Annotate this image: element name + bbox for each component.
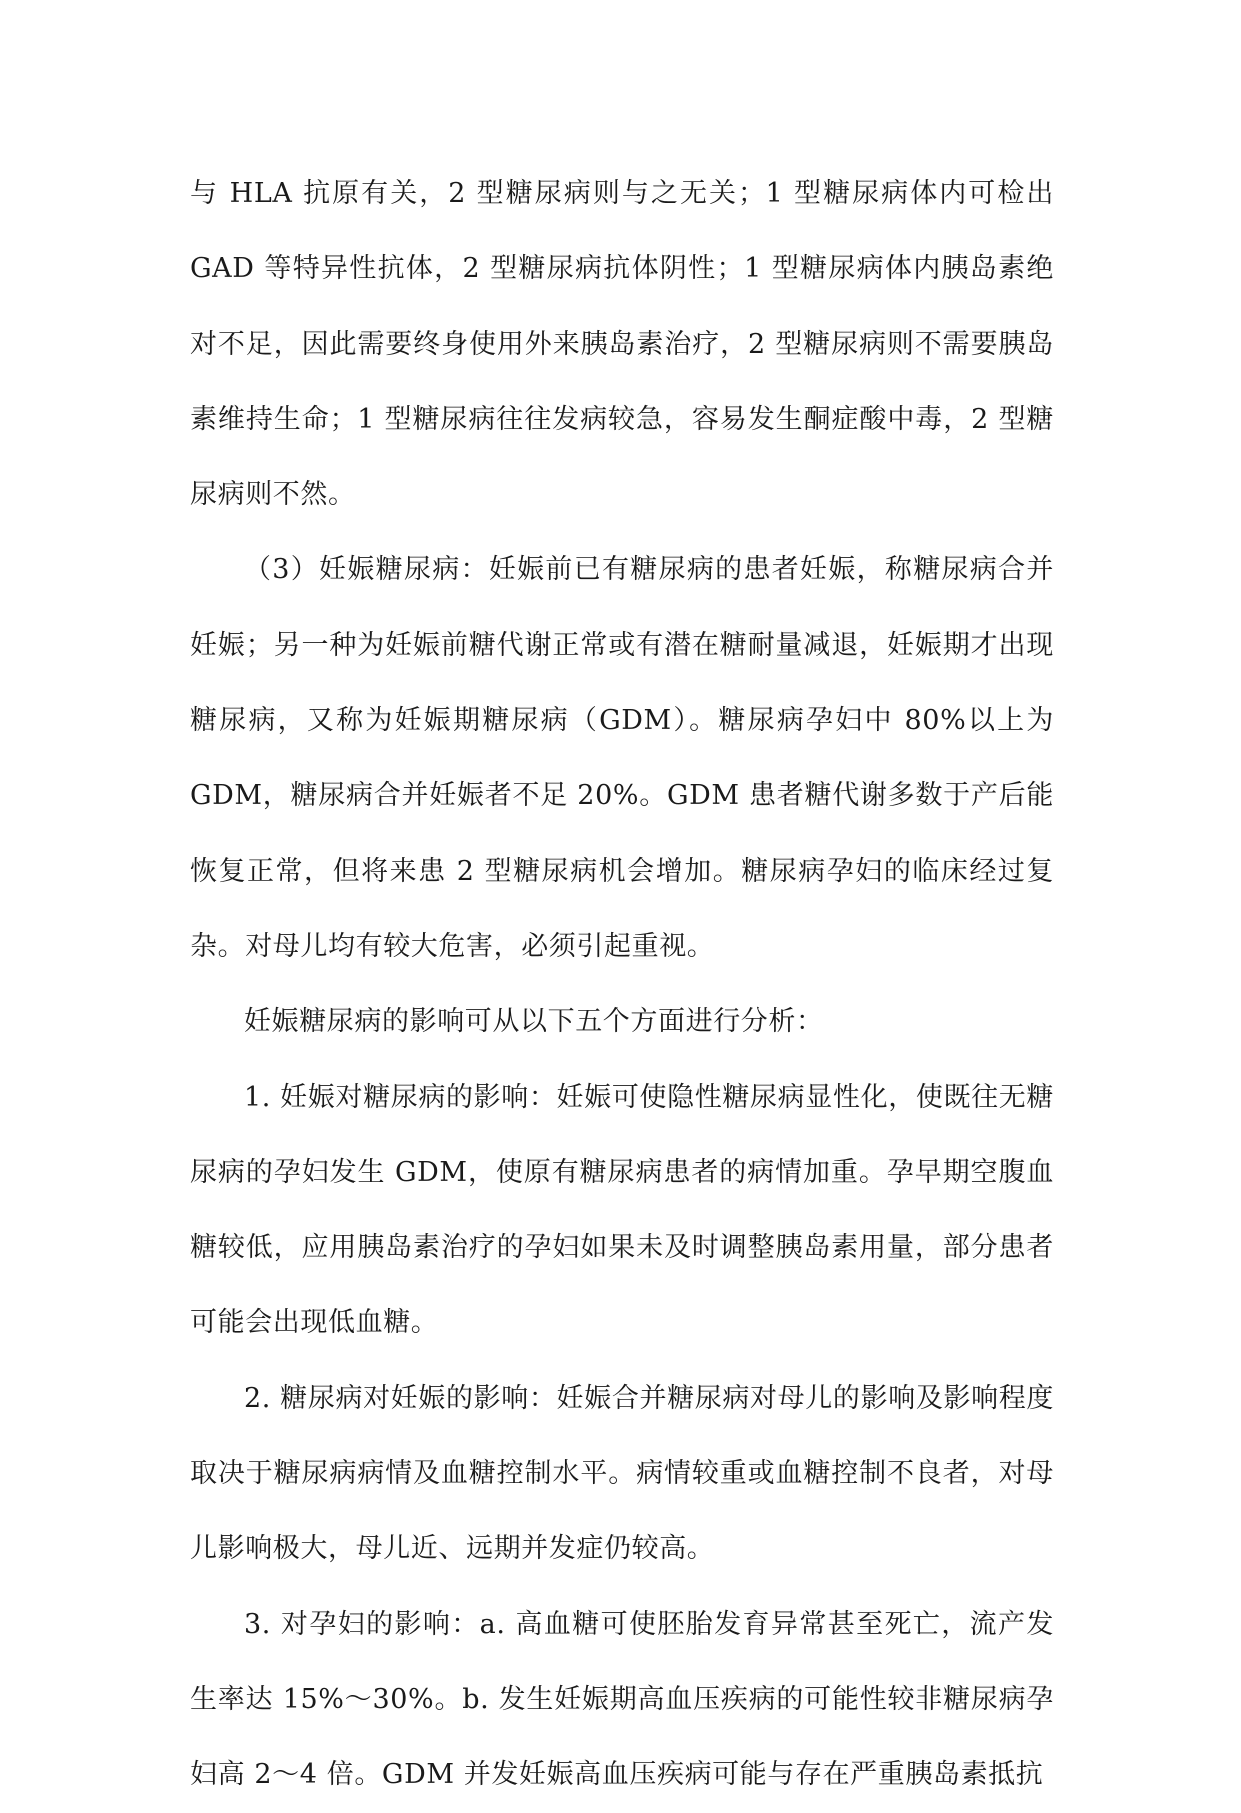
paragraph-2: （3）妊娠糖尿病：妊娠前已有糖尿病的患者妊娠，称糖尿病合并妊娠；另一种为妊娠前糖代谢正常或有潜在糖耐量减退，妊娠期才出现糖尿病，又称为妊娠期糖尿病（GDM）。糖尿病孕妇中 80%以上为 GDM，糖尿病合并妊娠者不足 20%。GDM 患者糖代谢多数于产后能恢复正常，但将来患 2 型糖尿病机会增加。糖尿病孕妇的临床经过复杂。对母儿均有较大危害，必须引起重视。: [190, 554, 1054, 962]
paragraph-1: 与 HLA 抗原有关，2 型糖尿病则与之无关；1 型糖尿病体内可检出 GAD 等特异性抗体，2 型糖尿病抗体阴性；1 型糖尿病体内胰岛素绝对不足，因此需要终身使用外来胰岛素治疗，2 型糖尿病则不需要胰岛素维持生命；1 型糖尿病往往发病较急，容易发生酮症酸中毒，2 型糖尿病则不然。: [190, 178, 1054, 511]
paragraph-3: 妊娠糖尿病的影响可从以下五个方面进行分析：: [244, 1006, 824, 1038]
paragraph-5: 2. 糖尿病对妊娠的影响：妊娠合并糖尿病对母儿的影响及影响程度取决于糖尿病病情及血糖控制水平。病情较重或血糖控制不良者，对母儿影响极大，母儿近、远期并发症仍较高。: [190, 1382, 1054, 1565]
document-body: [190, 156, 1054, 1813]
paragraph-4: 1. 妊娠对糖尿病的影响：妊娠可使隐性糖尿病显性化，使既往无糖尿病的孕妇发生 GDM，使原有糖尿病患者的病情加重。孕早期空腹血糖较低，应用胰岛素治疗的孕妇如果未及时调整胰岛素用量，部分患者可能会出现低血糖。: [190, 1081, 1054, 1339]
paragraph-6: 3. 对孕妇的影响：a. 高血糖可使胚胎发育异常甚至死亡，流产发生率达 15%～30%。b. 发生妊娠期高血压疾病的可能性较非糖尿病孕妇高 2～4 倍。GDM 并发妊娠高血压疾病可能与存在严重胰岛素抵抗: [190, 1608, 1054, 1791]
